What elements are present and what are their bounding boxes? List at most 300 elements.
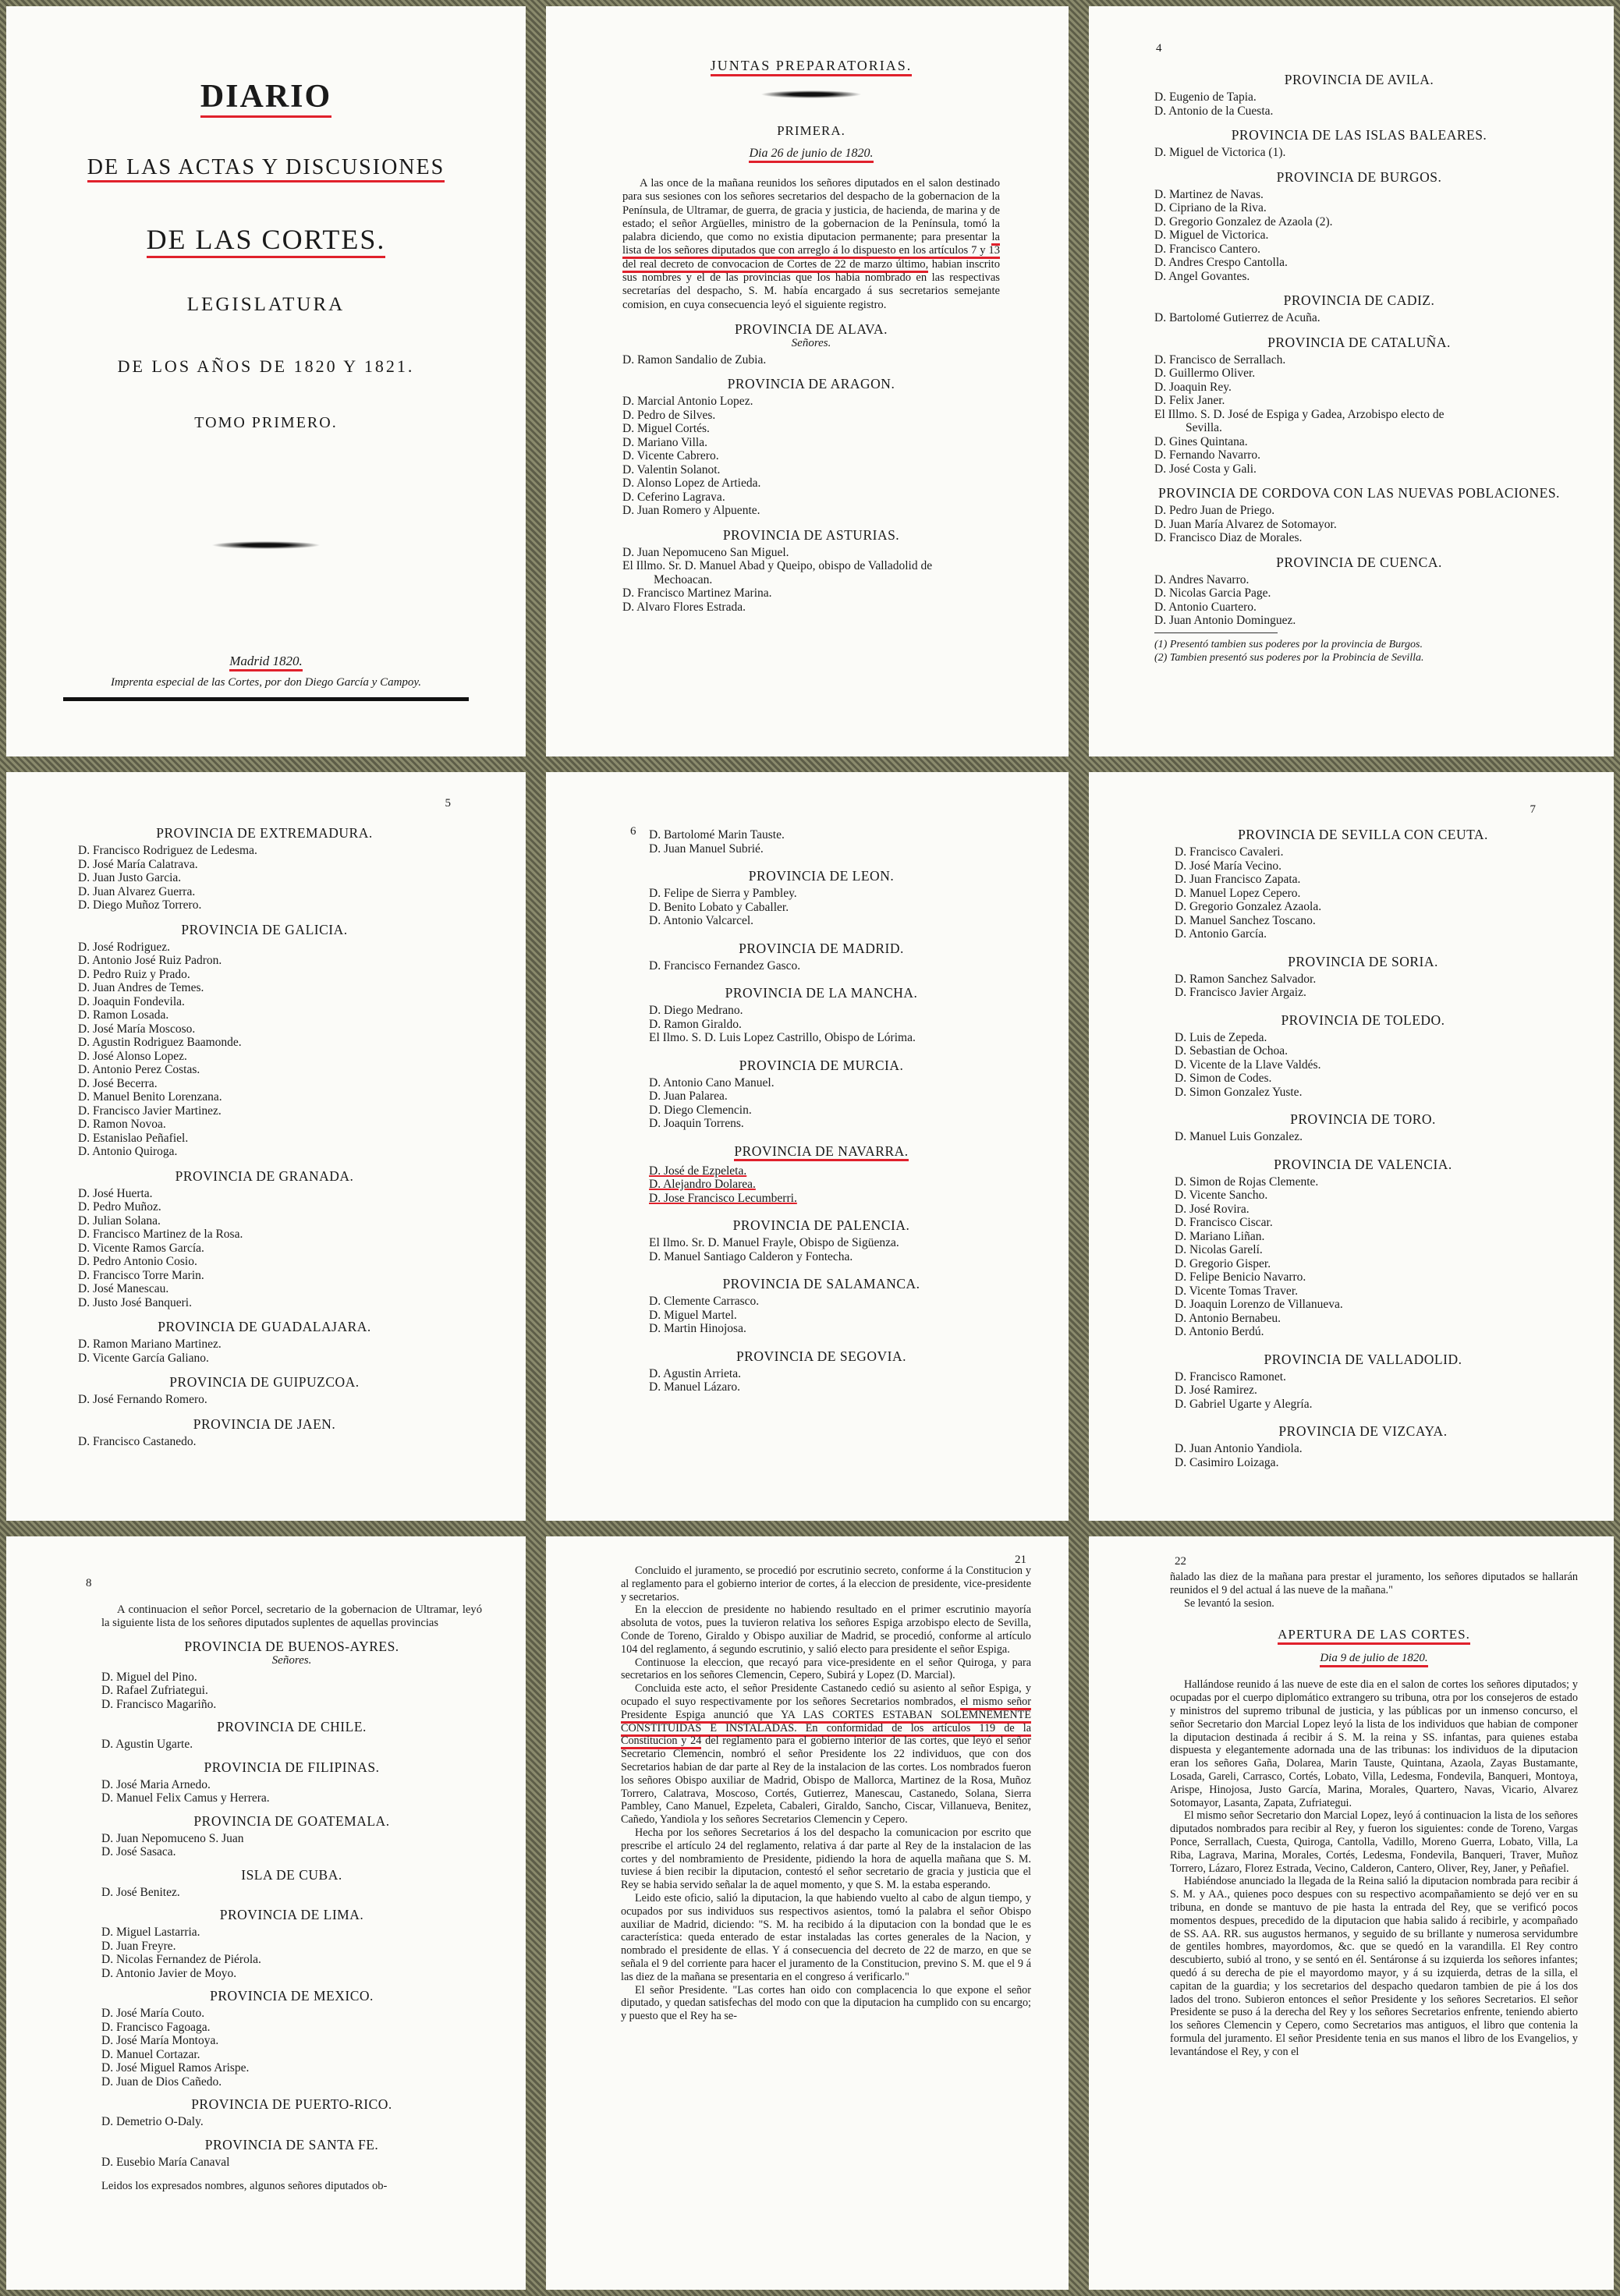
page-number: 6 <box>630 825 636 838</box>
list-item: D. Casimiro Loizaga. <box>1175 1455 1279 1469</box>
name-list <box>649 1164 994 1206</box>
page-6 <box>546 772 1069 1521</box>
list-item: D. Nicolas Garelí. <box>1175 1243 1263 1256</box>
name-list <box>1175 845 1551 941</box>
paragraph-6: Leido este oficio, salió la diputacion, la que habiendo vuelto al cabo de algun tiempo, y ocupados por sus individuos sus respectivos asientos, tomó la palabra el señor Obispo auxiliar de Madrid, diciendo: "S. M. ha recibido á la diputacion con la bondad que le es característica: queda enterado de estar instaladas las cortes generales de la Nacion, y nombrado el presidente de ellas. Y á consecuencia del decreto de 22 de marzo, en que se señala el 9 del corriente para hacer el juramento de la Constitucion, previno S. M. que el 9 á las diez de la mañana se presentaria en el congreso á verificarlo." <box>621 1891 1031 1983</box>
list-item: D. Antonio García. <box>1175 927 1267 941</box>
name-list <box>1175 1031 1551 1100</box>
list-item: D. Pedro de Silves. <box>622 408 716 422</box>
list-item: D. Andres Navarro. <box>1154 572 1250 586</box>
province-name: PROVINCIA DE TORO. <box>1290 1111 1436 1127</box>
list-item: D. Antonio Valcarcel. <box>649 914 754 927</box>
list-item: D. José Ramirez. <box>1175 1384 1257 1397</box>
list-item: D. Felipe Benicio Navarro. <box>1175 1270 1306 1284</box>
paragraph-4-a: Concluida este acto, el señor Presidente Castanedo cedió su asiento al señor Espiga, y ocupado el suyo respectivamente por los señores Secretarios nombrados, <box>621 1682 1031 1708</box>
list-item: D. José Alonso Lopez. <box>78 1049 187 1063</box>
name-list <box>101 1778 482 1805</box>
page-22 <box>1089 1536 1614 2290</box>
name-list <box>649 1076 994 1131</box>
list-item: D. Juan Antonio Yandiola. <box>1175 1442 1303 1455</box>
list-item: D. Andres Crespo Cantolla. <box>1154 256 1288 269</box>
footnote: (2) Tambien presentó sus poderes por la Probincia de Sevilla. <box>1154 651 1424 664</box>
list-item: D. Antonio Cuartero. <box>1154 600 1257 614</box>
list-item: D. Francisco Fagoaga. <box>101 2020 211 2034</box>
province-name: PROVINCIA DE VALENCIA. <box>1274 1156 1452 1172</box>
list-item: D. Ramon Losada. <box>78 1008 169 1022</box>
list-item: D. Pedro Juan de Priego. <box>1154 504 1275 517</box>
list-item: D. Antonio José Ruiz Padron. <box>78 954 222 967</box>
province-name: PROVINCIA DE GALICIA. <box>181 921 348 937</box>
list-item: D. Manuel Santiago Calderon y Fontecha. <box>649 1249 853 1263</box>
province-list <box>78 825 451 1448</box>
ornament <box>211 541 321 549</box>
list-item: D. Bartolomé Marin Tauste. <box>649 828 785 842</box>
list-item: D. Francisco Martinez Marina. <box>622 586 772 601</box>
page-4 <box>1089 6 1614 756</box>
list-item: D. Miguel Lastarria. <box>101 1926 200 1940</box>
list-item: D. Juan Romero y Alpuente. <box>622 504 760 518</box>
list-item: D. Vicente de la Llave Valdés. <box>1175 1058 1321 1072</box>
name-list <box>649 1236 994 1263</box>
province-heading <box>1154 169 1564 185</box>
province-heading <box>649 1348 994 1364</box>
list-item: D. Francisco Cavaleri. <box>1175 845 1284 859</box>
province-name: PROVINCIA DE SANTA FE. <box>204 2136 379 2152</box>
list-item: D. Luis de Zepeda. <box>1175 1030 1267 1044</box>
list-item: D. Alvaro Flores Estrada. <box>622 600 746 614</box>
list-item: D. José Maria Arnedo. <box>101 1777 211 1791</box>
list-item: D. Francisco Ciscar. <box>1175 1216 1273 1229</box>
province-heading <box>1154 127 1564 143</box>
list-item: D. Francisco Cantero. <box>1154 242 1261 256</box>
imprint-place: Madrid 1820. <box>229 654 303 671</box>
province-heading <box>1154 555 1564 570</box>
name-list <box>649 959 994 973</box>
province-list <box>649 868 994 1394</box>
name-list <box>101 1926 482 1980</box>
list-item: El Illmo. Sr. D. Manuel Abad y Queipo, obispo de Valladolid de <box>622 559 933 573</box>
list-item: D. Bartolomé Gutierrez de Acuña. <box>1154 311 1320 324</box>
province-name: PROVINCIA DE CADIZ. <box>1283 292 1435 308</box>
province-heading <box>1175 1012 1551 1028</box>
province-heading <box>649 1276 994 1292</box>
title-cortes: DE LAS CORTES. <box>147 223 386 258</box>
name-list <box>78 1435 451 1449</box>
list-item: D. Simon de Codes. <box>1175 1072 1272 1085</box>
name-list <box>101 1738 482 1752</box>
title-tomo: TOMO PRIMERO. <box>194 414 338 431</box>
list-item: D. Vicente Cabrero. <box>622 449 719 463</box>
list-item: D. José Rodriguez. <box>78 940 170 954</box>
list-item: D. José María Couto. <box>101 2007 205 2021</box>
province-name: PROVINCIA DE GRANADA. <box>175 1167 354 1184</box>
paragraph-3: Hallándose reunido á las nueve de este dia en el salon de cortes los señores diputados; y ocupadas por el cuerpo diplomático extrangero su tribuna, otra por los consejeros de estado y ministros del supremo tribunal de justicia, y las públicas por un inmenso concurso, el señor Secretario don Marcial Lopez leyó la lista de los individuos que habian de componer la diputacion destinada á recibir á S. M. la reina y SS. infantas, para quienes estaba dispuesta y elegantemente adornada una de las tribunas: los individuos de la diputacion eran los señores Gaña, Dolarea, Marin Tauste, Quintana, Azaola, Zayas Bustamante, Losada, Gareli, Carrasco, Cortés, Lobato, Villa, Ledesma, Fondevila, Banqueri, Montoya, Arispe, Hinojosa, Justo García, Marina, Morales, Quartero, Navas, Vicario, Alvarez Sotomayor, Lasanta, Zapata, Zufriategui. <box>1170 1678 1578 1809</box>
province-name: PROVINCIA DE ALAVA. <box>734 321 888 337</box>
list-item: D. Juan Francisco Zapata. <box>1175 873 1301 886</box>
list-subheading: Señores. <box>791 336 831 349</box>
list-item: D. Ramon Novoa. <box>78 1118 166 1131</box>
page-number: 8 <box>86 1577 92 1589</box>
province-heading <box>649 941 994 956</box>
province-heading <box>1175 827 1551 842</box>
list-item: D. Juan Alvarez Guerra. <box>78 884 196 898</box>
province-name: PROVINCIA DE GUADALAJARA. <box>158 1319 371 1334</box>
list-item: D. Nicolas Fernandez de Piérola. <box>101 1953 261 1967</box>
province-heading <box>1175 1111 1551 1127</box>
page-5 <box>6 772 526 1521</box>
list-item: D. Guillermo Oliver. <box>1154 367 1256 380</box>
province-heading <box>1175 1352 1551 1367</box>
province-list <box>1175 827 1551 1469</box>
province-heading <box>101 1813 482 1829</box>
list-item: Mechoacan. <box>654 572 713 586</box>
list-item: D. Francisco Javier Argaiz. <box>1175 986 1306 999</box>
province-heading <box>1175 1157 1551 1172</box>
list-item: D. Francisco Rodriguez de Ledesma. <box>78 844 257 857</box>
list-item: D. Joaquin Lorenzo de Villanueva. <box>1175 1298 1343 1311</box>
list-item: D. Gregorio Gonzalez de Azaola (2). <box>1154 214 1333 229</box>
province-list <box>101 1639 482 2170</box>
list-item: D. Mariano Liñan. <box>1175 1229 1265 1243</box>
province-name: PROVINCIA DE ASTURIAS. <box>722 526 900 543</box>
list-item: D. José Huerta. <box>78 1186 153 1200</box>
list-item: D. Francisco Ramonet. <box>1175 1369 1286 1384</box>
page-number: 5 <box>445 797 451 810</box>
imprint-printer: Imprenta especial de las Cortes, por don Diego García y Campoy. <box>110 676 421 689</box>
province-name: PROVINCIA DE GOATEMALA. <box>193 1812 390 1829</box>
province-heading <box>101 2137 482 2152</box>
list-item: D. José María Moscoso. <box>78 1022 196 1036</box>
name-list <box>101 1671 482 1712</box>
page-8 <box>6 1536 526 2290</box>
province-name: PROVINCIA DE PUERTO-RICO. <box>191 2096 392 2113</box>
list-item: D. Agustin Arrieta. <box>649 1366 741 1380</box>
session-date: Dia 26 de junio de 1820. <box>749 147 873 163</box>
list-item: D. Francisco Diaz de Morales. <box>1154 531 1303 544</box>
ornament <box>760 90 862 98</box>
list-item: D. Antonio Javier de Moyo. <box>101 1966 237 1980</box>
province-heading <box>78 1319 451 1334</box>
list-item: D. José Costa y Gali. <box>1154 462 1257 476</box>
list-item: D. Agustin Rodriguez Baamonde. <box>78 1036 242 1049</box>
list-item: D. Gabriel Ugarte y Alegría. <box>1175 1397 1313 1411</box>
list-item: D. Demetrio O-Daly. <box>101 2115 204 2129</box>
name-list <box>622 395 1000 518</box>
name-list <box>649 1004 994 1045</box>
paragraph-5: Hecha por los señores Secretarios á los del despacho la comunicacion por escrito que prescribe el artículo 24 del reglamento, relativa á dar parte al Rey de la instalacion de las cortes y del nombramiento de Presidente, pidiendo la hora de aquella mañana que S. M. tuviese á bien recibir la diputacion, contestó el señor secretario de gracia y justicia que el Rey se habia servido señalar la de aquel momento, y que S. M. la estaba esperando. <box>621 1826 1031 1892</box>
section-header: JUNTAS PREPARATORIAS. <box>711 58 913 76</box>
province-heading <box>78 825 451 841</box>
list-item: D. Manuel Felix Camus y Herrera. <box>101 1791 270 1805</box>
list-item: D. Francisco Fernandez Gasco. <box>649 958 801 973</box>
page-number: 7 <box>1530 803 1536 816</box>
province-heading <box>649 985 994 1001</box>
list-item: D. Joaquin Torrens. <box>649 1117 744 1130</box>
list-item: D. Juan Palarea. <box>649 1090 728 1103</box>
list-item: D. Alejandro Dolarea. <box>649 1178 756 1191</box>
list-item: D. José Fernando Romero. <box>78 1393 207 1406</box>
name-list <box>78 1187 451 1310</box>
province-heading <box>78 922 451 937</box>
footnote: (1) Presentó tambien sus poderes por la provincia de Burgos. <box>1154 638 1423 650</box>
province-name: PROVINCIA DE AVILA. <box>1284 72 1434 87</box>
province-name: PROVINCIA DE PALENCIA. <box>732 1217 910 1233</box>
session-title: PRIMERA. <box>777 123 845 138</box>
province-name: PROVINCIA DE LEON. <box>748 868 895 884</box>
province-heading <box>649 1058 994 1073</box>
list-item: D. Pedro Antonio Cosio. <box>78 1255 197 1268</box>
list-item: D. Ramon Sandalio de Zubia. <box>622 353 767 367</box>
province-heading <box>622 527 1000 543</box>
list-item: D. Agustin Ugarte. <box>101 1738 193 1752</box>
list-item: D. Jose Francisco Lecumberri. <box>649 1191 797 1205</box>
name-list <box>78 1393 451 1407</box>
province-name: PROVINCIA DE SEVILLA CON CEUTA. <box>1238 827 1488 842</box>
province-name: PROVINCIA DE LA MANCHA. <box>725 985 918 1001</box>
list-item: D. Simon de Rojas Clemente. <box>1175 1175 1319 1189</box>
list-item: D. Vicente Sancho. <box>1175 1189 1268 1202</box>
name-list <box>1154 146 1564 160</box>
name-list <box>649 887 994 928</box>
list-item: D. José María Vecino. <box>1175 859 1282 873</box>
list-item: D. Angel Govantes. <box>1154 269 1250 283</box>
list-item: D. Antonio de la Cuesta. <box>1154 104 1274 118</box>
list-item: D. Manuel Cortazar. <box>101 2047 200 2061</box>
province-list <box>622 321 1000 615</box>
list-item: D. Ramon Giraldo. <box>649 1017 742 1031</box>
province-name: PROVINCIA DE TOLEDO. <box>1281 1012 1445 1028</box>
list-item: Sevilla. <box>1186 421 1222 434</box>
province-heading <box>622 321 1000 337</box>
list-item: D. Juan Nepomuceno San Miguel. <box>622 545 789 559</box>
paragraph-1: Concluido el juramento, se procedió por escrutinio secreto, conforme á la Constitucion y al reglamento para el gobierno interior de cortes, á la eleccion de presidente, vice-presidente y secretarios. <box>621 1564 1031 1603</box>
province-name: PROVINCIA DE LIMA. <box>219 1907 364 1923</box>
list-item: D. Miguel Martel. <box>649 1308 737 1322</box>
province-name: PROVINCIA DE BURGOS. <box>1276 168 1442 185</box>
province-name: PROVINCIA DE BUENOS-AYRES. <box>184 1638 399 1654</box>
list-item: D. José Sasaca. <box>101 1845 176 1859</box>
name-list <box>78 844 451 912</box>
province-name: PROVINCIA DE CHILE. <box>217 1719 367 1735</box>
list-item: D. Manuel Lázaro. <box>649 1380 741 1394</box>
province-heading <box>1154 335 1564 350</box>
list-item: D. José de Ezpeleta. <box>649 1164 747 1178</box>
name-list <box>1175 1130 1551 1144</box>
name-list <box>101 2007 482 2089</box>
list-item: D. Martin Hinojosa. <box>649 1322 746 1335</box>
list-item: D. Juan María Alvarez de Sotomayor. <box>1154 517 1337 531</box>
list-item: D. Julian Solana. <box>78 1214 161 1228</box>
paragraph-2: En la eleccion de presidente no habiendo resultado en el primer escrutinio mayoría absoluta de votos, pues la tuvieron relativa los señores Espiga arzobispo electo de Sevilla, Conde de Toreno, Giraldo y Obispo auxiliar de Madrid, se procedió, conforme al artículo 104 del reglamento, á segundo escrutinio, y salió electo para presidente el señor Espiga. <box>621 1603 1031 1656</box>
province-heading <box>78 1416 451 1432</box>
name-list <box>1154 573 1564 628</box>
name-list <box>1175 1175 1551 1339</box>
name-list <box>78 941 451 1159</box>
province-name: ISLA DE CUBA. <box>241 1866 342 1883</box>
list-item: D. Miguel de Victorica. <box>1154 229 1269 242</box>
page-number: 4 <box>1156 42 1162 55</box>
province-heading <box>101 2096 482 2112</box>
intro-text-highlight: la lista de los señores diputados que con arreglo á lo dispuesto en los artículos 7 y 13 del real decreto de convocacion de Cortes de 22 de marzo último, <box>622 231 1000 273</box>
list-item: D. Juan de Dios Cañedo. <box>101 2075 222 2089</box>
province-heading <box>622 376 1000 392</box>
list-item: D. José Manescau. <box>78 1282 169 1295</box>
list-item: D. Martinez de Navas. <box>1154 187 1264 201</box>
closing-line: Leidos los expresados nombres, algunos señores diputados ob- <box>101 2180 388 2193</box>
title-actas: DE LAS ACTAS Y DISCUSIONES <box>87 155 445 182</box>
list-item: D. Rafael Zufriategui. <box>101 1684 208 1698</box>
title-years: DE LOS AÑOS DE 1820 Y 1821. <box>117 356 415 376</box>
list-item: D. Juan Manuel Subrié. <box>649 842 764 856</box>
list-item: D. Manuel Luis Gonzalez. <box>1175 1130 1303 1143</box>
list-item: D. José Miguel Ramos Arispe. <box>101 2061 250 2075</box>
province-name: PROVINCIA DE SEGOVIA. <box>736 1348 907 1364</box>
page-7 <box>1089 772 1614 1521</box>
list-item: D. Francisco Castanedo. <box>78 1434 197 1448</box>
list-item: D. Vicente Ramos García. <box>78 1241 204 1255</box>
province-name: PROVINCIA DE MADRID. <box>739 940 904 956</box>
province-heading <box>101 1867 482 1883</box>
list-item: D. Antonio Berdú. <box>1175 1325 1264 1338</box>
province-heading <box>101 1759 482 1775</box>
list-item: D. Mariano Villa. <box>622 435 707 449</box>
list-item: D. José Benitez. <box>101 1885 180 1899</box>
province-name: PROVINCIA DE LAS ISLAS BALEARES. <box>1231 127 1487 143</box>
list-item: D. Miguel del Pino. <box>101 1670 197 1684</box>
name-list <box>1175 1442 1551 1469</box>
list-item: D. Gregorio Gonzalez Azaola. <box>1175 900 1322 913</box>
list-item: D. Francisco de Serrallach. <box>1154 353 1286 367</box>
name-list <box>622 353 1000 367</box>
title-legislatura: LEGISLATURA <box>186 294 346 315</box>
list-item: D. Francisco Martinez de la Rosa. <box>78 1228 243 1241</box>
list-item: D. Gregorio Gisper. <box>1175 1256 1271 1270</box>
province-name: PROVINCIA DE VALLADOLID. <box>1264 1351 1462 1367</box>
list-item: D. Eugenio de Tapia. <box>1154 90 1257 104</box>
page-21 <box>546 1536 1069 2290</box>
list-item: D. Ramon Sanchez Salvador. <box>1175 972 1317 986</box>
province-name: PROVINCIA DE SORIA. <box>1288 953 1438 969</box>
list-item: D. Juan Nepomuceno S. Juan <box>101 1831 244 1845</box>
list-item: D. Vicente García Galiano. <box>78 1351 209 1365</box>
province-heading <box>1154 485 1564 501</box>
list-item: D. Sebastian de Ochoa. <box>1175 1044 1289 1058</box>
paragraph-5: Habiéndose anunciado la llegada de la Reina salió la diputacion nombrada para recibir á S. M. y AA., quienes poco despues con su respectivo acompañamiento se dejó ver en su tribuna, en donde se mantuvo de pie hasta la entrada del Rey, que se verificó pocos momentos despues, precedido de la diputacion que habia salido á recibirle, y acompañado de SS. AA. RR. sus augustos hermanos, y seguido de su brillante y numerosa servidumbre de gentiles hombres, mayordomos, &c. que se quedó en la varandilla. El Rey contro descubierto, subió al trono, y se sentó en él. Sentáronse á su izquierda los señores infantes; quedó á su derecha de pie el mayordomo mayor, y á su izquierda, detras de la silla, el capitan de la guardia; y los secretarios del despacho quedaron tambien de pie á los dos lados del trono. Subieron entonces el señor Presidente y los señores Secretarios. El señor Presidente se puso á la derecha del Rey y los señores Secretarios enfrente, teniendo abierto los señores Clemencin y Cepero, como Secretarios mas antiguos, el libro que contenia la formula del juramento. El señor Presidente tenia en sus manos el libro de los Evangelios, y levantándose el Rey, y con el <box>1170 1875 1578 2058</box>
province-name: PROVINCIA DE CATALUÑA. <box>1267 334 1451 350</box>
intro-paragraph <box>622 177 1000 312</box>
page-juntas-primera <box>546 6 1069 756</box>
list-item: D. Ramon Mariano Martinez. <box>78 1338 222 1351</box>
province-name: PROVINCIA DE ARAGON. <box>727 376 895 392</box>
page-title-page <box>6 6 526 756</box>
province-name: PROVINCIA DE CUENCA. <box>1276 554 1442 570</box>
name-list <box>101 1832 482 1859</box>
province-heading <box>1175 954 1551 969</box>
footnote-rule <box>1154 632 1278 633</box>
list-item: D. Pedro Ruiz y Prado. <box>78 967 190 981</box>
province-name: PROVINCIA DE MEXICO. <box>210 1988 374 2004</box>
list-item: D. Juan Freyre. <box>101 1939 176 1953</box>
list-item: El Ilmo. Sr. D. Manuel Frayle, Obispo de Sigüenza. <box>649 1236 899 1249</box>
province-name: PROVINCIA DE MURCIA. <box>739 1057 904 1073</box>
province-heading <box>101 1639 482 1654</box>
title-diario: DIARIO <box>200 78 331 118</box>
province-name: PROVINCIA DE VIZCAYA. <box>1278 1423 1448 1439</box>
list-item: D. Alonso Lopez de Artieda. <box>622 477 761 491</box>
list-item: D. Simon Gonzalez Yuste. <box>1175 1085 1303 1099</box>
name-list <box>1154 311 1564 325</box>
province-name: PROVINCIA DE CORDOVA CON LAS NUEVAS POBLACIONES. <box>1158 485 1560 501</box>
intro-text-b: habian inscrito sus nombres y el de las provincias que los habia nombrado en las respectivas secretarías del despacho, S. M. había encargado á sus secretarios semejante comision, en cuya consecuencia leyó el siguiente registro. <box>622 257 1001 311</box>
list-item: D. Miguel de Victorica (1). <box>1154 146 1286 159</box>
list-item: D. Antonio Perez Costas. <box>78 1063 200 1076</box>
province-name: PROVINCIA DE EXTREMADURA. <box>156 825 373 841</box>
name-list <box>649 1367 994 1394</box>
name-list <box>1175 973 1551 1000</box>
list-item: D. Valentin Solanot. <box>622 462 721 477</box>
rule <box>63 697 469 701</box>
name-list <box>1154 353 1564 477</box>
list-item: D. Francisco Torre Marin. <box>78 1268 204 1282</box>
list-item: D. Antonio Bernabeu. <box>1175 1311 1281 1325</box>
footnotes <box>1154 638 1564 664</box>
intro-text-a: A las once de la mañana reunidos los señores diputados en el salon destinado para sus sesiones con los señores secretarios del despacho de la gobernacion de la Península, de Ultramar, de guerra, de gracia y justicia, de hacienda, de marina y de estado; el señor Argüelles, ministro de la gobernacion de la Península, tomó la palabra diciendo, que como no existia diputacion permanente; para presentar <box>622 177 1000 244</box>
list-item: D. Fernando Navarro. <box>1154 448 1261 462</box>
list-item: D. Manuel Sanchez Toscano. <box>1175 913 1316 927</box>
paragraph-1: ñalado las diez de la mañana para prestar el juramento, los señores diputados se hallarán reunidos el 9 del actual á las nueve de la mañana." <box>1170 1571 1578 1596</box>
list-item: D. Clemente Carrasco. <box>649 1295 760 1308</box>
intro-paragraph: A continuacion el señor Porcel, secretario de la gobernacion de Ultramar, leyó la siguiente lista de los señores diputados suplentes de aquellas provincias <box>101 1603 482 1630</box>
province-heading <box>101 1988 482 2004</box>
list-item: D. Estanislao Peñafiel. <box>78 1131 189 1145</box>
list-item: D. Felix Janer. <box>1154 394 1225 407</box>
names-continued <box>649 828 994 856</box>
list-item: D. José María Montoya. <box>101 2034 219 2048</box>
paragraph-4: El mismo señor Secretario don Marcial Lopez, leyó á continuacion la lista de los señores diputados nombrados para recibir al Rey, y fueron los siguientes: conde de Toreno, Vargas Ponce, Serrallach, Cuesta, Quiroga, Cantolla, Vadillo, Moreno Guerra, Lobato, Villa, La Riba, Lagrava, Marina, Morales, Cortés, Ledesma, Fondevila, Banqueri, Traver, Muñoz Torrero, Lázaro, Florez Estrada, Vecino, Calderon, Cantero, Oliver, Rey, Janer, y Peñafiel. <box>1170 1809 1578 1875</box>
list-item: D. Diego Muñoz Torrero. <box>78 898 202 912</box>
list-item: D. Juan Justo Garcia. <box>78 871 182 884</box>
name-list <box>101 2156 482 2170</box>
name-list <box>622 546 1000 615</box>
name-list <box>1154 504 1564 545</box>
list-item: D. Marcial Antonio Lopez. <box>622 395 753 409</box>
list-item: D. Manuel Lopez Cepero. <box>1175 886 1301 900</box>
province-heading <box>649 868 994 884</box>
paragraph-4-highlight: el mismo señor Presidente Espiga anunció que YA LAS CORTES ESTABAN SOLEMNEMENTE CONSTITUIDAS E INSTALADAS. En conformidad de los artículos 119 de la Constitucion y 24 <box>621 1695 1031 1749</box>
province-name: PROVINCIA DE NAVARRA. <box>734 1143 908 1161</box>
list-subheading: Señores. <box>271 1653 312 1667</box>
province-heading <box>1154 292 1564 308</box>
name-list <box>101 2115 482 2129</box>
name-list <box>1175 1370 1551 1412</box>
list-item: D. Cipriano de la Riva. <box>1154 201 1267 214</box>
section-header: APERTURA DE LAS CORTES. <box>1278 1627 1470 1645</box>
province-list <box>1154 72 1564 628</box>
province-heading <box>101 1907 482 1922</box>
list-item: D. Diego Medrano. <box>649 1004 743 1017</box>
paragraph-4 <box>621 1682 1031 1827</box>
session-date: Dia 9 de julio de 1820. <box>1320 1652 1427 1667</box>
list-item: D. Vicente Tomas Traver. <box>1175 1284 1298 1298</box>
list-item: D. Manuel Benito Lorenzana. <box>78 1090 222 1104</box>
name-list <box>1154 90 1564 118</box>
list-item: D. Pedro Muñoz. <box>78 1200 161 1214</box>
list-item: D. Francisco Javier Martinez. <box>78 1104 222 1118</box>
paragraph-2: Se levantó la sesion. <box>1184 1596 1274 1610</box>
list-item: D. Juan Andres de Temes. <box>78 981 204 994</box>
list-item: D. Miguel Cortés. <box>622 422 710 436</box>
list-item: D. Benito Lobato y Caballer. <box>649 900 789 914</box>
